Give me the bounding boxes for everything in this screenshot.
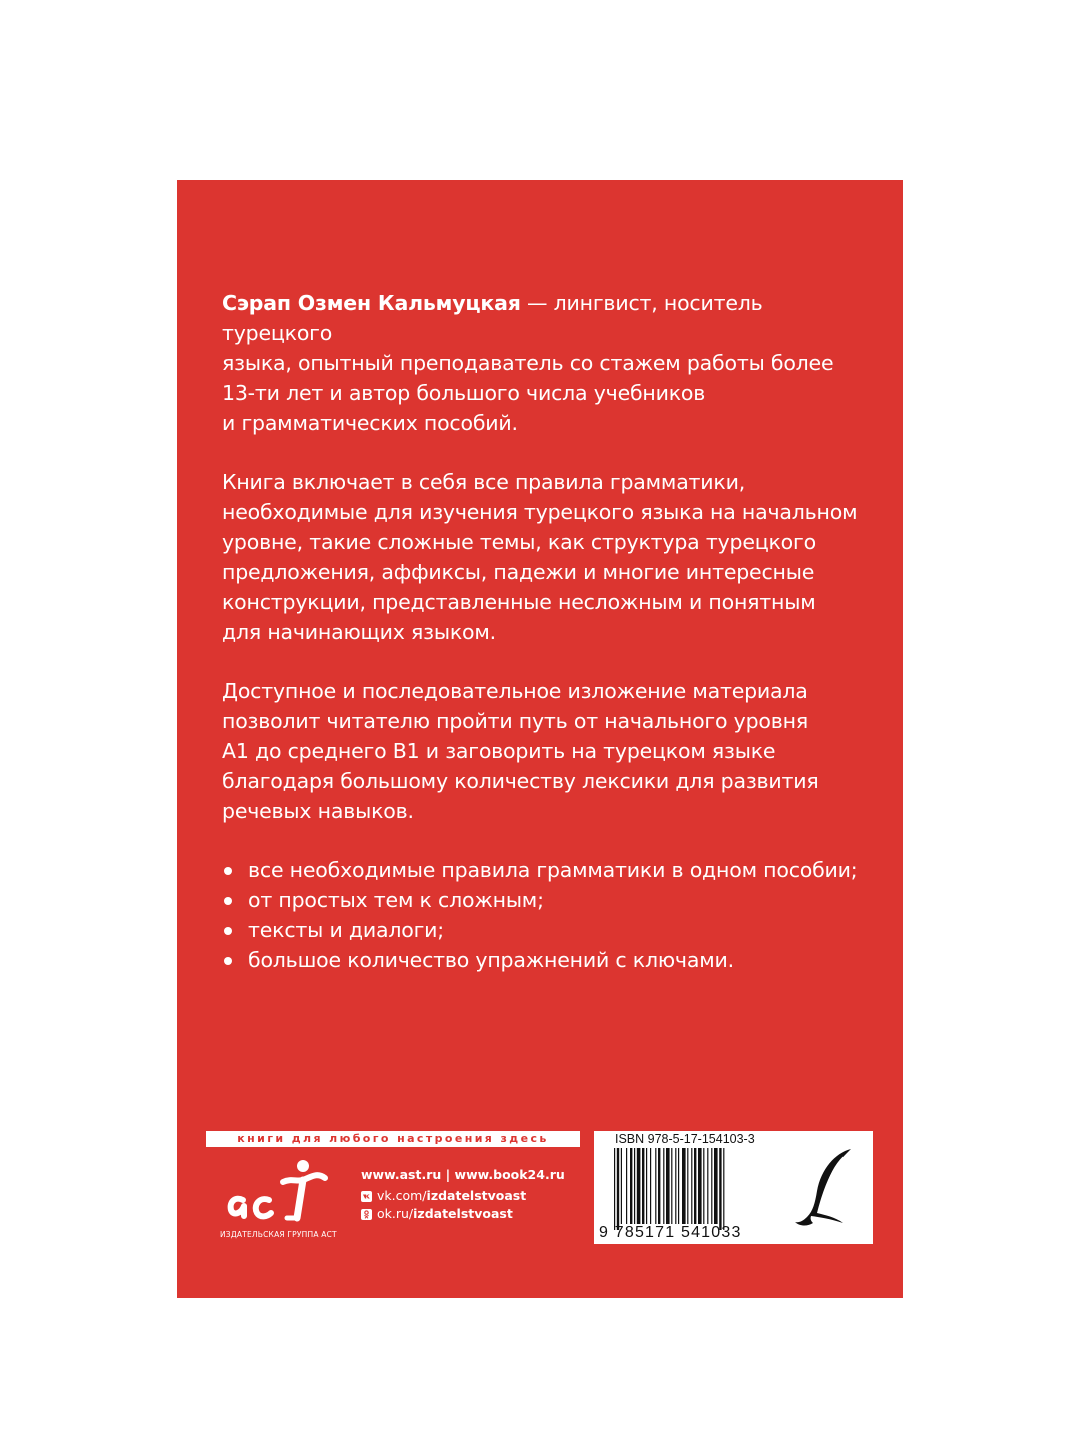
barcode-bar <box>682 1148 686 1224</box>
vk-handle: izdatelstvoast <box>426 1188 527 1203</box>
publisher-links <box>361 1165 565 1223</box>
barcode-bar <box>626 1148 627 1224</box>
description-text <box>222 288 872 975</box>
vk-link[interactable] <box>361 1187 565 1205</box>
ast-logo-icon <box>217 1156 347 1236</box>
barcode-bar <box>698 1148 702 1224</box>
barcode-bar <box>707 1148 708 1224</box>
vk-icon <box>361 1191 372 1202</box>
barcode-bar <box>617 1148 619 1230</box>
ok-prefix: ok.ru/ <box>377 1206 414 1221</box>
features-list <box>222 855 872 975</box>
ok-handle: izdatelstvoast <box>413 1206 513 1221</box>
author-line: и грамматических пособий. <box>222 411 518 435</box>
author-line: 13-ти лет и автор большого числа учебников <box>222 381 706 405</box>
paragraph-line: необходимые для изучения турецкого языка на начальном <box>222 500 858 524</box>
barcode-bar <box>719 1148 721 1230</box>
author-line: — лингвист, носитель турецкого <box>222 291 763 345</box>
vk-prefix: vk.com/ <box>377 1188 427 1203</box>
isbn-label: ISBN 978-5-17-154103-3 <box>615 1132 755 1146</box>
barcode-bar <box>637 1148 641 1224</box>
barcode-bar <box>655 1148 656 1224</box>
paragraph-line: уровне, такие сложные темы, как структура турецкого <box>222 530 816 554</box>
book-back-cover <box>177 180 903 1298</box>
barcode-bar <box>658 1148 660 1224</box>
barcode-bar <box>687 1148 688 1224</box>
barcode <box>614 1148 778 1230</box>
paragraph-line: Доступное и последовательное изложение материала <box>222 679 808 703</box>
publisher-caption: ИЗДАТЕЛЬСКАЯ ГРУППА АСТ <box>220 1230 337 1239</box>
isbn-barcode-box <box>594 1131 873 1244</box>
list-item-text: большое количество упражнений с ключами. <box>248 948 734 972</box>
list-item <box>222 945 872 975</box>
barcode-bar <box>691 1148 692 1224</box>
paragraph-line: Книга включает в себя все правила грамматики, <box>222 470 746 494</box>
ok-link[interactable] <box>361 1205 565 1223</box>
bullet-icon <box>224 927 232 935</box>
list-item <box>222 915 872 945</box>
paragraph-line: позволит читателю пройти путь от начального уровня <box>222 709 808 733</box>
barcode-bar <box>675 1148 676 1224</box>
list-item <box>222 855 872 885</box>
paragraph-line: предложения, аффиксы, падежи и многие интересные <box>222 560 815 584</box>
barcode-bar <box>671 1148 672 1224</box>
barcode-bar <box>650 1148 651 1224</box>
paragraph-line: конструкции, представленные несложным и понятным <box>222 590 816 614</box>
barcode-bar <box>630 1148 632 1224</box>
barcode-bar <box>646 1148 647 1224</box>
barcode-bar <box>666 1148 670 1224</box>
barcode-bar <box>703 1148 704 1224</box>
barcode-bar <box>694 1148 696 1224</box>
list-item-text: тексты и диалоги; <box>248 918 444 942</box>
learning-path-paragraph <box>222 676 872 826</box>
book-content-paragraph <box>222 467 872 647</box>
paragraph-line: А1 до среднего В1 и заговорить на турецком языке <box>222 739 776 763</box>
author-name: Сэрап Озмен Кальмуцкая <box>222 291 521 315</box>
barcode-bar <box>711 1148 712 1224</box>
paragraph-line: речевых навыков. <box>222 799 414 823</box>
barcode-bar <box>663 1148 664 1224</box>
paragraph-line: для начинающих языком. <box>222 620 496 644</box>
bullet-icon <box>224 867 232 875</box>
list-item <box>222 885 872 915</box>
list-item-text: от простых тем к сложным; <box>248 888 544 912</box>
bullet-icon <box>224 957 232 965</box>
barcode-bar <box>678 1148 679 1224</box>
paragraph-line: благодаря большому количеству лексики для развития <box>222 769 819 793</box>
author-paragraph <box>222 288 872 438</box>
slogan-bar: книги для любого настроения здесь <box>206 1131 580 1147</box>
barcode-bar <box>714 1148 718 1224</box>
barcode-bar <box>621 1148 622 1224</box>
barcode-bar <box>614 1148 615 1230</box>
author-line: языка, опытный преподаватель со стажем работы более <box>222 351 834 375</box>
quill-icon <box>791 1143 857 1231</box>
ok-icon <box>361 1209 372 1220</box>
website-links[interactable]: www.ast.ru | www.book24.ru <box>361 1167 565 1182</box>
barcode-bar <box>723 1148 724 1230</box>
bullet-icon <box>224 897 232 905</box>
barcode-bar <box>642 1148 644 1224</box>
list-item-text: все необходимые правила грамматики в одном пособии; <box>248 858 858 882</box>
barcode-bar <box>634 1148 635 1224</box>
barcode-digits: 9 785171 541033 <box>599 1224 742 1241</box>
